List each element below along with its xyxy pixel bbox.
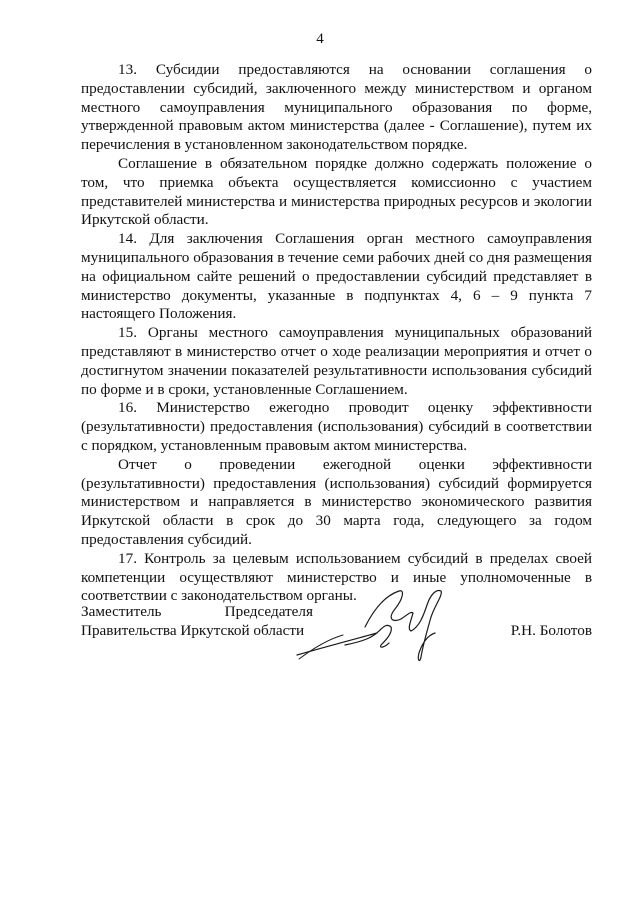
- signatory-title-line-2: Правительства Иркутской области: [81, 622, 305, 639]
- page-number: 4: [316, 31, 324, 47]
- paragraph-16-report: Отчет о проведении ежегодной оценки эффективности (результативности) предоставления (использования) субсидий формируется министерством и направляется в министерство экономического развития Иркутской области в срок до 30 марта года, следующего за годом предоставления субсидий.: [81, 455, 592, 548]
- paragraph-14: 14. Для заключения Соглашения орган местного самоуправления муниципального образования в течение семи рабочих дней со дня размещения на официальном сайте решений о предоставлении субсидий представляет в министерство документы, указанные в подпунктах 4, 6 – 9 пункта 7 настоящего Положения.: [81, 230, 592, 323]
- handwritten-signature: [295, 587, 455, 667]
- document-body: [81, 61, 592, 606]
- signatory-title-line-1: Заместитель Председателя: [81, 603, 313, 620]
- paragraph-13-agreement: Соглашение в обязательном порядке должно содержать положение о том, что приемка объекта осуществляется комиссионно с участием представителей министерства и министерства природных ресурсов и экологии Иркутской области.: [81, 154, 592, 229]
- paragraph-13: 13. Субсидии предоставляются на основании соглашения о предоставлении субсидий, заключенного между министерством и органом местного самоуправления муниципального образования по форме, утвержденной правовым актом министерства (далее - Соглашение), путем их перечисления в установленном законодательством порядке.: [81, 61, 592, 154]
- paragraph-16: 16. Министерство ежегодно проводит оценку эффективности (результативности) предоставления (использования) субсидий в соответствии с порядком, установленным правовым актом министерства.: [81, 399, 592, 454]
- paragraph-17: 17. Контроль за целевым использованием субсидий в пределах своей компетенции осуществляют министерство и иные уполномоченные в соответствии с законодательством органы.: [81, 549, 592, 605]
- signatory-name: Р.Н. Болотов: [510, 622, 592, 639]
- paragraph-15: 15. Органы местного самоуправления муниципальных образований представляют в министерство отчет о ходе реализации мероприятия и отчет о достигнутом значении показателей результативности использования субсидий по форме и в сроки, установленные Соглашением.: [81, 324, 592, 398]
